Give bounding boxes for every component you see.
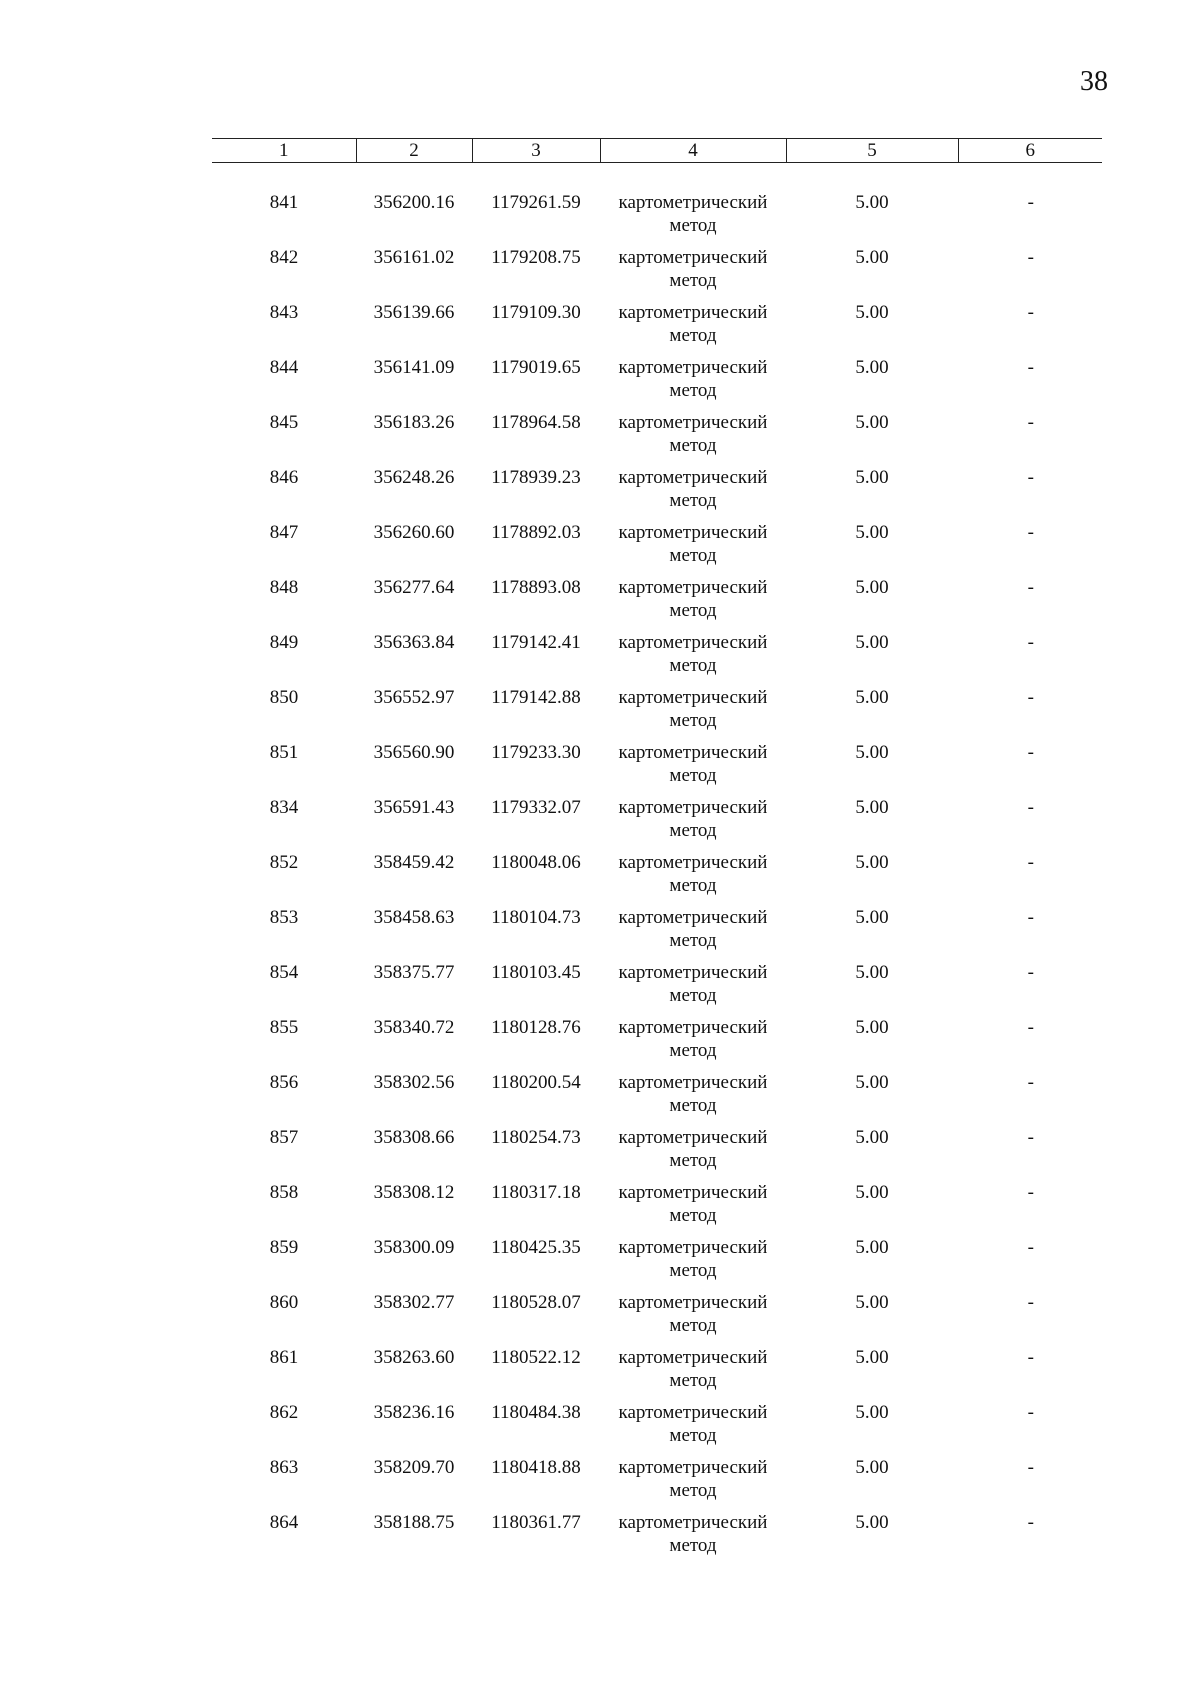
note-cell: - (1027, 357, 1034, 378)
point-number-cell: 846 (269, 467, 299, 488)
note-cell: - (1027, 742, 1034, 763)
table-row (212, 1071, 1102, 1126)
method-line-2: метод (669, 380, 717, 401)
method-cell (600, 851, 786, 906)
table-row (212, 411, 1102, 466)
table-row (212, 1511, 1102, 1566)
x-coordinate-cell: 356248.26 (373, 467, 455, 488)
point-number-cell: 860 (269, 1292, 299, 1313)
x-coordinate-cell: 358458.63 (373, 907, 455, 928)
precision-cell: 5.00 (855, 467, 889, 488)
note-cell: - (1027, 467, 1034, 488)
method-line-2: метод (669, 325, 717, 346)
precision-cell: 5.00 (855, 1182, 889, 1203)
precision-cell: 5.00 (855, 687, 889, 708)
method-line-1: картометрический (618, 522, 768, 543)
table-row (212, 851, 1102, 906)
method-cell (600, 741, 786, 796)
x-coordinate-cell: 356139.66 (373, 302, 455, 323)
method-line-2: метод (669, 1150, 717, 1171)
method-cell (600, 906, 786, 961)
y-coordinate-cell: 1180361.77 (491, 1512, 581, 1533)
header-row (212, 139, 1102, 163)
method-line-1: картометрический (618, 742, 768, 763)
note-cell: - (1027, 852, 1034, 873)
y-coordinate-cell: 1179142.88 (491, 687, 581, 708)
note-cell: - (1027, 962, 1034, 983)
precision-cell: 5.00 (855, 357, 889, 378)
column-header-3: 3 (472, 139, 600, 163)
note-cell: - (1027, 412, 1034, 433)
x-coordinate-cell: 356591.43 (373, 797, 455, 818)
note-cell: - (1027, 632, 1034, 653)
y-coordinate-cell: 1179261.59 (491, 192, 581, 213)
note-cell: - (1027, 192, 1034, 213)
table-row (212, 1456, 1102, 1511)
column-header-1: 1 (212, 139, 356, 163)
point-number-cell: 843 (269, 302, 299, 323)
x-coordinate-cell: 358300.09 (373, 1237, 455, 1258)
method-cell (600, 163, 786, 247)
precision-cell: 5.00 (855, 632, 889, 653)
method-line-1: картометрический (618, 1292, 768, 1313)
method-line-1: картометрический (618, 687, 768, 708)
method-line-2: метод (669, 1095, 717, 1116)
note-cell: - (1027, 522, 1034, 543)
note-cell: - (1027, 1292, 1034, 1313)
method-cell (600, 1071, 786, 1126)
table-row (212, 301, 1102, 356)
y-coordinate-cell: 1180528.07 (491, 1292, 581, 1313)
method-line-2: метод (669, 435, 717, 456)
y-coordinate-cell: 1179109.30 (491, 302, 581, 323)
table-row (212, 631, 1102, 686)
precision-cell: 5.00 (855, 412, 889, 433)
method-line-1: картометрический (618, 1017, 768, 1038)
precision-cell: 5.00 (855, 577, 889, 598)
table-row (212, 521, 1102, 576)
method-line-1: картометрический (618, 797, 768, 818)
x-coordinate-cell: 356277.64 (373, 577, 455, 598)
point-number-cell: 847 (269, 522, 299, 543)
table-row (212, 1236, 1102, 1291)
note-cell: - (1027, 247, 1034, 268)
method-line-2: метод (669, 1425, 717, 1446)
point-number-cell: 859 (269, 1237, 299, 1258)
table-row (212, 686, 1102, 741)
method-line-2: метод (669, 985, 717, 1006)
point-number-cell: 852 (269, 852, 299, 873)
method-line-1: картометрический (618, 1457, 768, 1478)
method-line-2: метод (669, 655, 717, 676)
x-coordinate-cell: 358308.66 (373, 1127, 455, 1148)
x-coordinate-cell: 358188.75 (373, 1512, 455, 1533)
y-coordinate-cell: 1180522.12 (491, 1347, 581, 1368)
table-row (212, 1181, 1102, 1236)
method-line-1: картометрический (618, 247, 768, 268)
y-coordinate-cell: 1178939.23 (491, 467, 581, 488)
method-cell (600, 466, 786, 521)
point-number-cell: 858 (269, 1182, 299, 1203)
column-header-2: 2 (356, 139, 472, 163)
precision-cell: 5.00 (855, 1347, 889, 1368)
method-cell (600, 246, 786, 301)
method-line-2: метод (669, 600, 717, 621)
precision-cell: 5.00 (855, 742, 889, 763)
method-line-1: картометрический (618, 192, 768, 213)
precision-cell: 5.00 (855, 1237, 889, 1258)
method-line-2: метод (669, 1260, 717, 1281)
table-row (212, 1291, 1102, 1346)
note-cell: - (1027, 1457, 1034, 1478)
method-line-2: метод (669, 1205, 717, 1226)
method-line-1: картометрический (618, 1512, 768, 1533)
method-cell (600, 686, 786, 741)
point-number-cell: 854 (269, 962, 299, 983)
table-row (212, 466, 1102, 521)
method-cell (600, 1291, 786, 1346)
method-line-2: метод (669, 1480, 717, 1501)
method-line-1: картометрический (618, 1237, 768, 1258)
method-line-2: метод (669, 930, 717, 951)
note-cell: - (1027, 1347, 1034, 1368)
precision-cell: 5.00 (855, 907, 889, 928)
x-coordinate-cell: 358209.70 (373, 1457, 455, 1478)
method-line-2: метод (669, 710, 717, 731)
note-cell: - (1027, 1182, 1034, 1203)
page-number: 38 (1080, 66, 1108, 97)
method-line-2: метод (669, 875, 717, 896)
method-line-2: метод (669, 1315, 717, 1336)
method-cell (600, 576, 786, 631)
note-cell: - (1027, 302, 1034, 323)
x-coordinate-cell: 356363.84 (373, 632, 455, 653)
method-line-1: картометрический (618, 1127, 768, 1148)
table-row (212, 356, 1102, 411)
method-cell (600, 1236, 786, 1291)
y-coordinate-cell: 1180048.06 (491, 852, 581, 873)
note-cell: - (1027, 1072, 1034, 1093)
method-cell (600, 1016, 786, 1071)
note-cell: - (1027, 577, 1034, 598)
method-line-2: метод (669, 820, 717, 841)
point-number-cell: 844 (269, 357, 299, 378)
method-line-1: картометрический (618, 852, 768, 873)
method-cell (600, 1456, 786, 1511)
precision-cell: 5.00 (855, 1402, 889, 1423)
method-cell (600, 1126, 786, 1181)
point-number-cell: 857 (269, 1127, 299, 1148)
point-number-cell: 861 (269, 1347, 299, 1368)
y-coordinate-cell: 1179208.75 (491, 247, 581, 268)
table-row (212, 906, 1102, 961)
y-coordinate-cell: 1180484.38 (491, 1402, 581, 1423)
y-coordinate-cell: 1179332.07 (491, 797, 581, 818)
table-body (212, 163, 1102, 1567)
point-number-cell: 842 (269, 247, 299, 268)
method-line-2: метод (669, 1370, 717, 1391)
method-line-2: метод (669, 1535, 717, 1556)
method-cell (600, 521, 786, 576)
point-number-cell: 849 (269, 632, 299, 653)
method-cell (600, 301, 786, 356)
method-line-1: картометрический (618, 632, 768, 653)
y-coordinate-cell: 1179019.65 (491, 357, 581, 378)
y-coordinate-cell: 1180128.76 (491, 1017, 581, 1038)
precision-cell: 5.00 (855, 522, 889, 543)
precision-cell: 5.00 (855, 192, 889, 213)
table-row (212, 246, 1102, 301)
method-line-1: картометрический (618, 1347, 768, 1368)
y-coordinate-cell: 1178892.03 (491, 522, 581, 543)
note-cell: - (1027, 1127, 1034, 1148)
method-line-2: метод (669, 270, 717, 291)
y-coordinate-cell: 1180418.88 (491, 1457, 581, 1478)
method-line-1: картометрический (618, 1182, 768, 1203)
precision-cell: 5.00 (855, 1512, 889, 1533)
table-row (212, 1401, 1102, 1456)
method-line-2: метод (669, 215, 717, 236)
method-cell (600, 1346, 786, 1401)
point-number-cell: 841 (269, 192, 299, 213)
y-coordinate-cell: 1178964.58 (491, 412, 581, 433)
note-cell: - (1027, 687, 1034, 708)
method-line-1: картометрический (618, 962, 768, 983)
column-header-5: 5 (786, 139, 958, 163)
table-header (212, 139, 1102, 163)
column-header-6: 6 (958, 139, 1102, 163)
method-line-2: метод (669, 490, 717, 511)
precision-cell: 5.00 (855, 1017, 889, 1038)
coordinates-table-container (212, 138, 1102, 1566)
method-line-2: метод (669, 1040, 717, 1061)
y-coordinate-cell: 1180254.73 (491, 1127, 581, 1148)
method-cell (600, 631, 786, 686)
precision-cell: 5.00 (855, 797, 889, 818)
precision-cell: 5.00 (855, 852, 889, 873)
method-line-1: картометрический (618, 412, 768, 433)
precision-cell: 5.00 (855, 302, 889, 323)
x-coordinate-cell: 358340.72 (373, 1017, 455, 1038)
method-cell (600, 356, 786, 411)
method-line-1: картометрический (618, 1072, 768, 1093)
method-cell (600, 1511, 786, 1566)
y-coordinate-cell: 1179142.41 (491, 632, 581, 653)
table-row (212, 1346, 1102, 1401)
method-cell (600, 1181, 786, 1236)
method-line-1: картометрический (618, 1402, 768, 1423)
point-number-cell: 862 (269, 1402, 299, 1423)
column-header-4: 4 (600, 139, 786, 163)
table-row (212, 1126, 1102, 1181)
y-coordinate-cell: 1180104.73 (491, 907, 581, 928)
y-coordinate-cell: 1180317.18 (491, 1182, 581, 1203)
table-row (212, 163, 1102, 247)
method-line-1: картометрический (618, 467, 768, 488)
point-number-cell: 855 (269, 1017, 299, 1038)
x-coordinate-cell: 356141.09 (373, 357, 455, 378)
x-coordinate-cell: 356183.26 (373, 412, 455, 433)
y-coordinate-cell: 1179233.30 (491, 742, 581, 763)
point-number-cell: 863 (269, 1457, 299, 1478)
note-cell: - (1027, 1237, 1034, 1258)
method-line-2: метод (669, 545, 717, 566)
point-number-cell: 864 (269, 1512, 299, 1533)
method-cell (600, 796, 786, 851)
x-coordinate-cell: 358308.12 (373, 1182, 455, 1203)
method-cell (600, 411, 786, 466)
x-coordinate-cell: 356552.97 (373, 687, 455, 708)
point-number-cell: 856 (269, 1072, 299, 1093)
x-coordinate-cell: 356200.16 (373, 192, 455, 213)
x-coordinate-cell: 358263.60 (373, 1347, 455, 1368)
coordinates-table (212, 138, 1102, 1566)
table-row (212, 961, 1102, 1016)
table-row (212, 741, 1102, 796)
point-number-cell: 834 (269, 797, 299, 818)
method-line-2: метод (669, 765, 717, 786)
method-line-1: картометрический (618, 907, 768, 928)
precision-cell: 5.00 (855, 1292, 889, 1313)
table-row (212, 576, 1102, 631)
point-number-cell: 845 (269, 412, 299, 433)
y-coordinate-cell: 1180425.35 (491, 1237, 581, 1258)
y-coordinate-cell: 1180103.45 (491, 962, 581, 983)
x-coordinate-cell: 358236.16 (373, 1402, 455, 1423)
note-cell: - (1027, 907, 1034, 928)
x-coordinate-cell: 358302.56 (373, 1072, 455, 1093)
note-cell: - (1027, 1512, 1034, 1533)
method-line-1: картометрический (618, 577, 768, 598)
note-cell: - (1027, 1017, 1034, 1038)
y-coordinate-cell: 1178893.08 (491, 577, 581, 598)
point-number-cell: 850 (269, 687, 299, 708)
y-coordinate-cell: 1180200.54 (491, 1072, 581, 1093)
method-cell (600, 1401, 786, 1456)
x-coordinate-cell: 356161.02 (373, 247, 455, 268)
point-number-cell: 853 (269, 907, 299, 928)
table-row (212, 1016, 1102, 1071)
precision-cell: 5.00 (855, 1457, 889, 1478)
method-line-1: картометрический (618, 357, 768, 378)
x-coordinate-cell: 356260.60 (373, 522, 455, 543)
table-row (212, 796, 1102, 851)
note-cell: - (1027, 797, 1034, 818)
x-coordinate-cell: 358302.77 (373, 1292, 455, 1313)
x-coordinate-cell: 356560.90 (373, 742, 455, 763)
precision-cell: 5.00 (855, 962, 889, 983)
x-coordinate-cell: 358375.77 (373, 962, 455, 983)
precision-cell: 5.00 (855, 1072, 889, 1093)
x-coordinate-cell: 358459.42 (373, 852, 455, 873)
method-line-1: картометрический (618, 302, 768, 323)
precision-cell: 5.00 (855, 247, 889, 268)
precision-cell: 5.00 (855, 1127, 889, 1148)
point-number-cell: 851 (269, 742, 299, 763)
note-cell: - (1027, 1402, 1034, 1423)
method-cell (600, 961, 786, 1016)
point-number-cell: 848 (269, 577, 299, 598)
